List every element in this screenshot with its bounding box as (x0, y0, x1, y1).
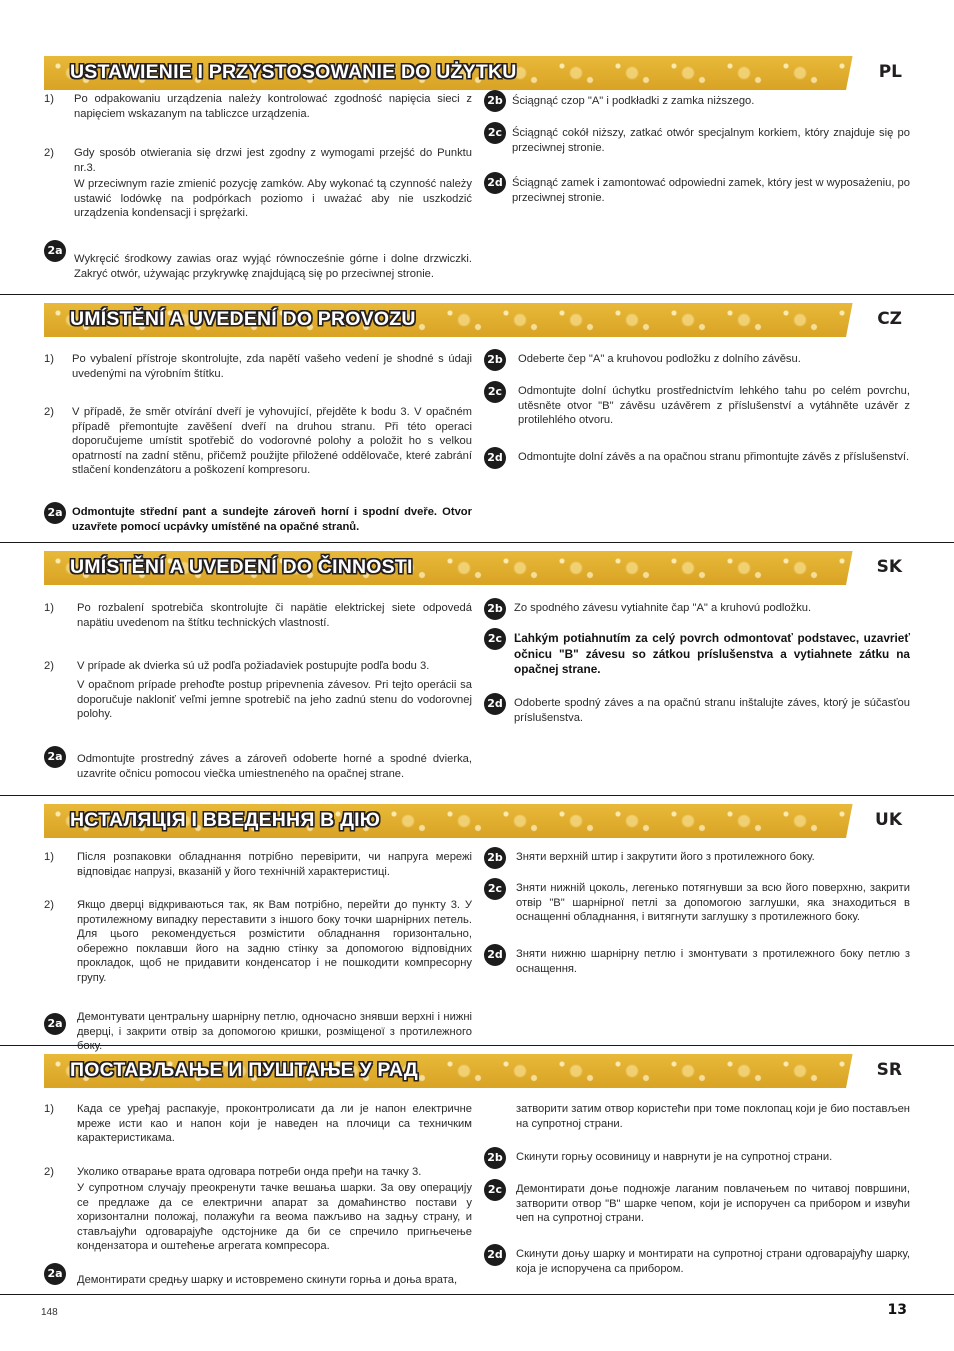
language-tab (846, 1054, 912, 1088)
section-banner (44, 551, 912, 585)
section-banner (44, 804, 912, 838)
step-badge: 2d (484, 693, 506, 715)
step-badge: 2c (484, 381, 506, 403)
step-badge: 2a (44, 1263, 66, 1285)
step-badge: 2c (484, 628, 506, 650)
step-badge: 2d (484, 1244, 506, 1266)
language-code: CZ (877, 309, 902, 329)
language-code: UK (875, 810, 902, 830)
page-code: 148 (41, 1307, 58, 1318)
step-badge: 2c (484, 1179, 506, 1201)
step-badge: 2d (484, 447, 506, 469)
step-badge: 2a (44, 746, 66, 768)
divider (0, 294, 954, 295)
language-tab (846, 804, 912, 838)
step-badge: 2c (484, 878, 506, 900)
section-title: ПОСТАВЉАЊЕ И ПУШТАЊЕ У РАД (70, 1059, 419, 1081)
section-banner (44, 56, 912, 90)
language-code: SR (876, 1060, 902, 1080)
step-badge: 2b (484, 598, 506, 620)
step-badge: 2b (484, 847, 506, 869)
language-tab (846, 551, 912, 585)
step-badge: 2a (44, 240, 66, 262)
divider (0, 1045, 954, 1046)
section-banner (44, 1054, 912, 1088)
divider (0, 795, 954, 796)
section-title: UMÍSTĚNÍ A UVEDENÍ DO ČINNOSTI (70, 556, 413, 578)
step-badge: 2d (484, 944, 506, 966)
section-title: USTAWIENIE I PRZYSTOSOWANIE DO UŻYTKU (70, 61, 517, 83)
section-banner (44, 303, 912, 337)
section-title: UMÍSTĚNÍ A UVEDENÍ DO PROVOZU (70, 308, 416, 330)
page-number: 13 (887, 1302, 907, 1318)
divider (0, 542, 954, 543)
step-badge: 2c (484, 122, 506, 144)
language-code: PL (878, 62, 902, 82)
step-badge: 2a (44, 1013, 66, 1035)
language-tab (846, 303, 912, 337)
step-badge: 2b (484, 1147, 506, 1169)
language-code: SK (876, 557, 902, 577)
step-badge: 2a (44, 502, 66, 524)
step-badge: 2b (484, 349, 506, 371)
language-tab (846, 56, 912, 90)
section-title: НСТАЛЯЦІЯ І ВВЕДЕННЯ В ДІЮ (70, 809, 381, 831)
step-badge: 2b (484, 90, 506, 112)
step-badge: 2d (484, 172, 506, 194)
footer-divider (0, 1294, 954, 1295)
